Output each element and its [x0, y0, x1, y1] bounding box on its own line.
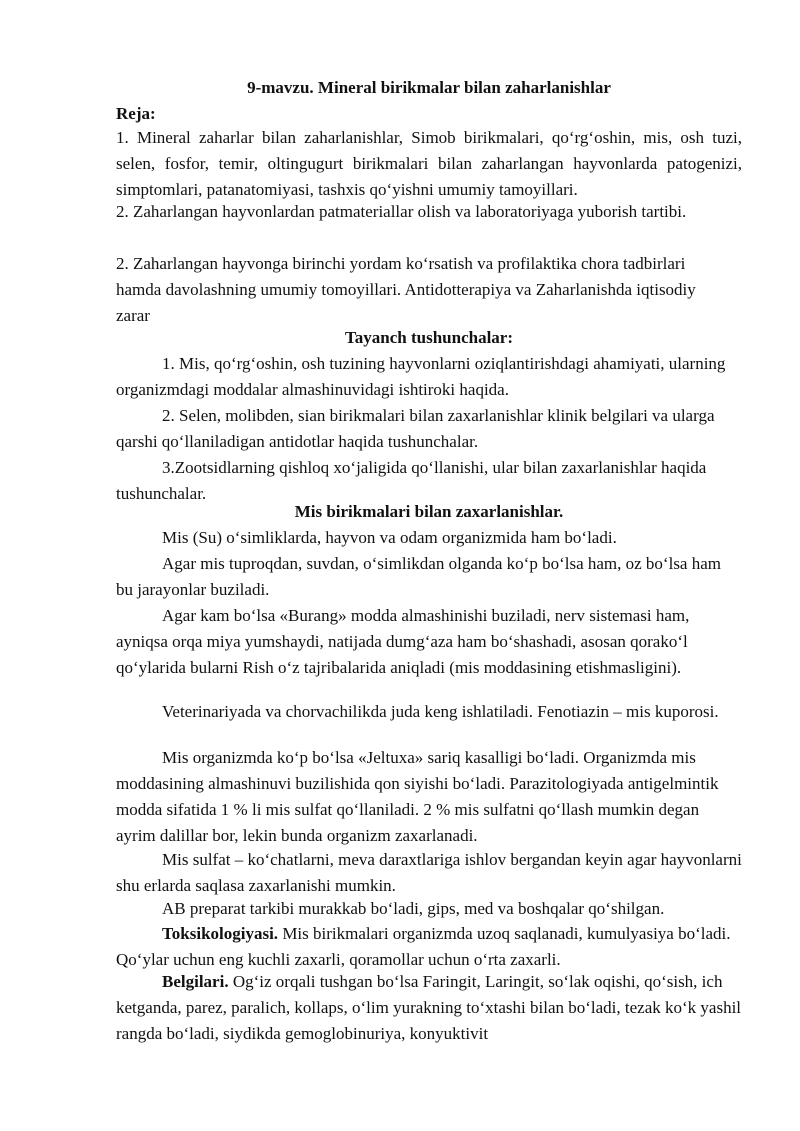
paragraph	[116, 896, 742, 922]
paragraph	[116, 745, 742, 849]
paragraph-lead: Toksikologiyasi.	[162, 924, 279, 943]
paragraph-text: Mis sulfat – ko‘chatlarni, meva daraxtlariga ishlov bergandan keyin agar hayvonlarni shu erlarda saqlasa zaxarlanishi mumkin.	[116, 850, 742, 895]
plan-label: Reja:	[116, 104, 156, 123]
paragraph	[116, 921, 742, 973]
paragraph-text: Veterinariyada va chorvachilikda juda keng ishlatiladi. Fenotiazin – mis kuporosi.	[162, 702, 719, 721]
key-concepts-heading: Tayanch tushunchalar:	[344, 328, 513, 347]
paragraph-text: AB preparat tarkibi murakkab bo‘ladi, gips, med va boshqalar qo‘shilgan.	[162, 899, 665, 918]
paragraph-text: Og‘iz orqali tushgan bo‘lsa Faringit, Laringit, so‘lak oqishi, qo‘sish, ich ketganda, parez, paralich, kollaps, o‘lim yurakning to‘xtashi bilan bo‘ladi, tezak ko‘k yashil rangda bo‘ladi, siydikda gemoglobinuriya, konyuktivit	[116, 972, 742, 1043]
paragraph-text: Mis organizmda ko‘p bo‘lsa «Jeltuxa» sariq kasalligi bo‘ladi. Organizmda mis moddasining almashinuvi buzilishida qon siyishi bo‘ladi. Parazitologiyada antigelmintik modda sifatida 1 % li mis sulfat qo‘llaniladi. 2 % mis sulfatni qo‘llash mumkin degan ayrim dalillar bor, lekin bunda organizm zaxarlanadi.	[116, 748, 719, 845]
paragraph	[116, 847, 742, 899]
paragraph	[116, 551, 742, 603]
document-title: 9-mavzu. Mineral birikmalar bilan zaharlanishlar	[247, 78, 611, 97]
key-concept-text: 1. Mis, qo‘rg‘oshin, osh tuzining hayvonlarni oziqlantirishdagi ahamiyati, ularning organizmdagi moddalar almashinuvidagi ishtiroki haqida.	[116, 354, 726, 399]
paragraph	[116, 525, 742, 551]
plan-item-1: 1. Mineral zaharlar bilan zaharlanishlar, Simob birikmalari, qo‘rg‘oshin, mis, osh tuzi, selen, fosfor, temir, oltingugurt birikmalari bilan zaharlangan hayvonlarda patogenizi, simptomlari, patanatomiyasi, tashxis qo‘yishni umumiy tamoyillari.	[116, 128, 742, 199]
paragraph-text: Agar kam bo‘lsa «Burang» modda almashinishi buziladi, nerv sistemasi ham, ayniqsa orqa miya yumshaydi, natijada dumg‘aza ham bo‘shashadi, asosan qorako‘l qo‘ylarida bularni Rish o‘z tajribalarida aniqladi (mis moddasining etishmasligini).	[116, 606, 690, 677]
paragraph-lead: Belgilari.	[162, 972, 229, 991]
plan-item-2: 2. Zaharlangan hayvonlardan patmateriallar olish va laboratoriyaga yuborish tartibi.	[116, 202, 687, 221]
key-concept-1	[116, 351, 742, 403]
paragraph-text: Mis birikmalari organizmda uzoq saqlanadi, kumulyasiya bo‘ladi. Qo‘ylar uchun eng kuchli zaxarli, qoramollar uchun o‘rta zaxarli.	[116, 924, 731, 969]
paragraph	[116, 699, 742, 725]
section-heading: Mis birikmalari bilan zaxarlanishlar.	[294, 502, 564, 521]
paragraph	[116, 969, 742, 1047]
key-concept-text: 2. Selen, molibden, sian birikmalari bilan zaxarlanishlar klinik belgilari va ularga qarshi qo‘llaniladigan antidotlar haqida tushunchalar.	[116, 406, 715, 451]
plan-item-3: 2. Zaharlangan hayvonga birinchi yordam ko‘rsatish va profilaktika chora tadbirlari hamda davolashning umumiy tomoyillari. Antidotterapiya va Zaharlanishda iqtisodiy zarar	[116, 254, 696, 325]
paragraph	[116, 603, 742, 681]
key-concept-2	[116, 403, 742, 455]
key-concept-text: 3.Zootsidlarning qishloq xo‘jaligida qo‘llanishi, ular bilan zaxarlanishlar haqida tushunchalar.	[116, 458, 707, 503]
paragraph-text: Agar mis tuproqdan, suvdan, o‘simlikdan olganda ko‘p bo‘lsa ham, oz bo‘lsa ham bu jarayonlar buziladi.	[116, 554, 721, 599]
paragraph-text: Mis (Su) o‘simliklarda, hayvon va odam organizmida ham bo‘ladi.	[162, 528, 617, 547]
